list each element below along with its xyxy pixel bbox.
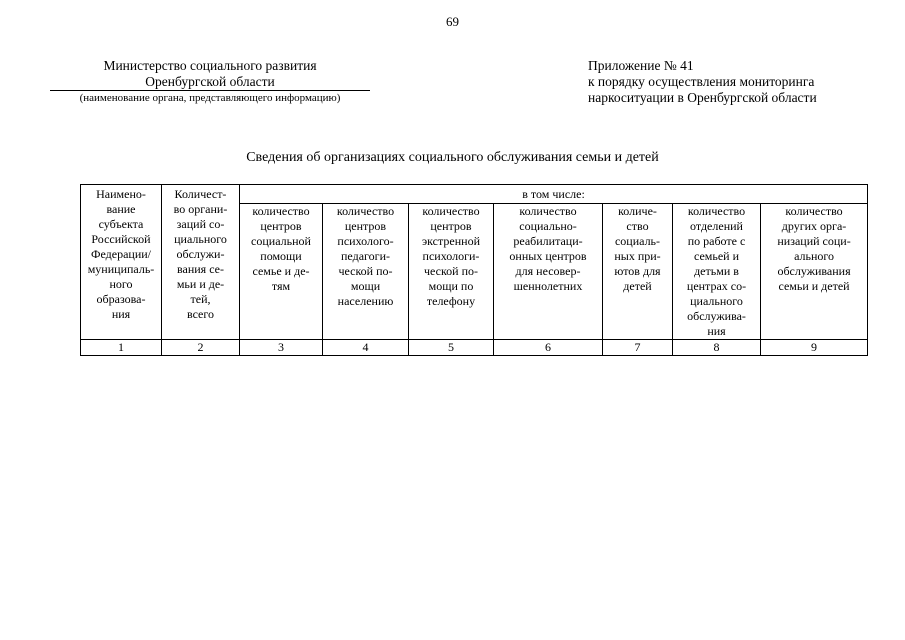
column-numbers-row [81, 340, 868, 356]
page-number: 69 [446, 14, 459, 29]
header-family-departments-text: количество отделений по работе с семьей и детьми в центрах со- циального обслужива- ния [686, 204, 747, 338]
header-including-group: в том числе: [240, 185, 868, 204]
header-total-organizations-text: Количест- во органи- заций со- циального обслужи- вания се- мьи и де- тей, всего [173, 187, 228, 321]
header-psych-pedagogical-centers-text: количество центров психолого- педагоги- ческой по- мощи населению [336, 204, 395, 308]
column-number-cell: 4 [323, 340, 409, 356]
header-psych-pedagogical-centers [323, 204, 409, 340]
appendix-description-line2: наркоситуации в Оренбургской области [588, 90, 817, 105]
reporting-organization-block [50, 58, 370, 106]
column-number-cell: 2 [162, 340, 240, 356]
header-other-organizations-text: количество других орга- низаций соци- ального обслуживания семьи и детей [777, 204, 851, 293]
header-family-departments [673, 204, 761, 340]
column-number-cell: 5 [409, 340, 494, 356]
organization-caption: (наименование органа, представляющего информацию) [79, 92, 341, 104]
column-number-cell: 1 [81, 340, 162, 356]
document-title: Сведения об организациях социального обслуживания семьи и детей [246, 150, 659, 165]
organization-name-line2: Оренбургской области [50, 74, 370, 91]
column-number-cell: 6 [494, 340, 603, 356]
header-family-assistance-centers-text: количество центров социальной помощи семье и де- тям [251, 204, 311, 293]
header-rehabilitation-centers-text: количество социально- реабилитаци- онных центров для несовер- шеннолетних [509, 204, 587, 293]
appendix-number: Приложение № 41 [588, 58, 694, 73]
header-children-shelters [603, 204, 673, 340]
organizations-table [80, 184, 868, 356]
column-number-cell: 8 [673, 340, 761, 356]
appendix-description-line1: к порядку осуществления мониторинга [588, 74, 815, 89]
header-subject-name [81, 185, 162, 340]
header-rehabilitation-centers [494, 204, 603, 340]
organization-name-line1: Министерство социального развития [103, 58, 317, 73]
header-subject-name-text: Наимено- вание субъекта Российской Федерации/ муниципаль- ного образова- ния [87, 187, 155, 321]
column-number-cell: 9 [761, 340, 868, 356]
appendix-reference-block [588, 58, 888, 106]
header-total-organizations [162, 185, 240, 340]
header-emergency-phone-centers-text: количество центров экстренной психологи- ческой по- мощи по телефону [422, 204, 480, 308]
header-family-assistance-centers [240, 204, 323, 340]
header-children-shelters-text: количе- ство социаль- ных при- ютов для детей [614, 204, 661, 293]
header-emergency-phone-centers [409, 204, 494, 340]
header-other-organizations [761, 204, 868, 340]
column-number-cell: 3 [240, 340, 323, 356]
column-number-cell: 7 [603, 340, 673, 356]
